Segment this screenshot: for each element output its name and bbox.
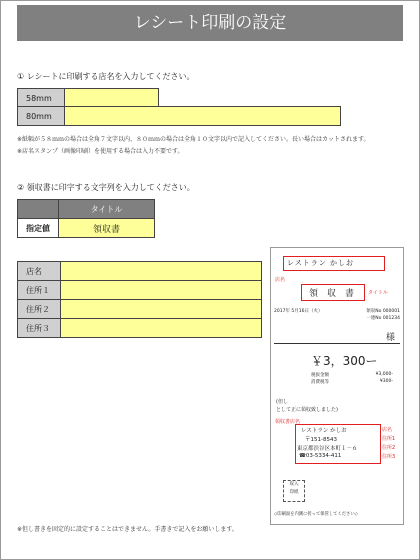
table-row xyxy=(18,107,341,126)
receipt-tax-label: 税抜金額 xyxy=(311,373,329,378)
table-row xyxy=(18,262,262,281)
row-label-shop: 店名 xyxy=(18,262,61,281)
shop-name-table xyxy=(17,88,159,108)
address2-input[interactable] xyxy=(61,300,262,319)
table-row xyxy=(18,281,262,300)
table-row xyxy=(18,89,160,108)
shop-name-58mm-input[interactable] xyxy=(65,89,159,108)
note-width-limit: ※紙幅が５８ｍｍの場合は全角７文字以内、８０ｍｍの場合は全角１０文字以内で記入してください。長い場合はカットされます。 xyxy=(17,136,370,143)
title-table xyxy=(17,199,155,238)
row-label-80mm: 80mm xyxy=(18,107,65,126)
callout-addr1: 住所1 xyxy=(382,436,396,442)
receipt-preview xyxy=(270,247,404,525)
receipt-shop-name: レストラン かしお xyxy=(287,259,355,267)
section2-heading: ② 領収書に印字する文字列を入力してください。 xyxy=(17,183,195,192)
address1-input[interactable] xyxy=(61,281,262,300)
receipt-tadashi2: として正に領収致しました) xyxy=(276,407,338,413)
callout-shop-name: 店名 xyxy=(275,277,286,283)
issuer-table xyxy=(17,261,262,338)
row-label-address1: 住所１ xyxy=(18,281,61,300)
callout-issuer-label: 領収書店名 xyxy=(275,419,301,425)
receipt-tax-value: ¥3,000- xyxy=(375,372,393,377)
receipt-issuer-name: レストラン かしお xyxy=(301,428,347,434)
spacer xyxy=(159,89,160,108)
shop-name-table-80 xyxy=(17,106,341,126)
row-label-58mm: 58mm xyxy=(18,89,65,108)
table-header-row xyxy=(18,200,155,219)
footer-note: ※但し書きを固定的に設定することはできません。手書きで記入をお願いします。 xyxy=(17,526,238,533)
receipt-tax2-label: 消費税等 xyxy=(311,380,329,385)
callout-title: タイトル xyxy=(368,290,388,296)
callout-addr2: 住所2 xyxy=(382,445,396,451)
callout-issuer-name: 店名 xyxy=(382,427,393,433)
receipt-sama: 様 xyxy=(385,333,395,343)
row-label-address2: 住所２ xyxy=(18,300,61,319)
receipt-footer: ◇印刷面を内側に折って保管してください◇ xyxy=(274,512,358,517)
title-value-input[interactable]: 領収書 xyxy=(59,219,155,238)
receipt-addr3: ☎03-5334-411 xyxy=(299,453,342,459)
table-row xyxy=(18,300,262,319)
callout-addr3: 住所3 xyxy=(382,454,396,460)
row-label-shiteichi: 指定値 xyxy=(18,219,59,238)
divider xyxy=(274,343,400,344)
receipt-addr2: 東京都渋谷区本町１－６ xyxy=(297,446,358,452)
table-row xyxy=(18,319,262,338)
row-label-address3: 住所３ xyxy=(18,319,61,338)
page-title: レシート印刷の設定 xyxy=(17,5,403,41)
receipt-date: 2017年 5月16日（火） xyxy=(274,309,323,314)
receipt-tax2-value: ¥300- xyxy=(379,379,393,384)
receipt-amount: ￥3，300ー xyxy=(311,354,378,368)
receipt-title: 領 収 書 xyxy=(309,289,355,299)
column-header-title: タイトル xyxy=(59,200,155,219)
receipt-issue-no: 領収No 000001 xyxy=(366,309,400,314)
receipt-tadashi: (但し xyxy=(276,399,288,405)
address3-input[interactable] xyxy=(61,319,262,338)
header-blank xyxy=(18,200,59,219)
shop-name-80mm-input[interactable] xyxy=(65,107,341,126)
issuer-shop-input[interactable] xyxy=(61,262,262,281)
table-row xyxy=(18,219,155,238)
note-stamp: ※店名スタンプ（画像印刷）を使用する場合は入力不要です。 xyxy=(17,148,184,155)
revenue-stamp-box: 収入 印紙 xyxy=(283,480,305,502)
receipt-ichiren-no: 一連No 001234 xyxy=(366,316,400,321)
receipt-addr1: 〒151-8543 xyxy=(305,437,337,443)
section1-heading: ① レシートに印刷する店名を入力してください。 xyxy=(17,72,195,81)
